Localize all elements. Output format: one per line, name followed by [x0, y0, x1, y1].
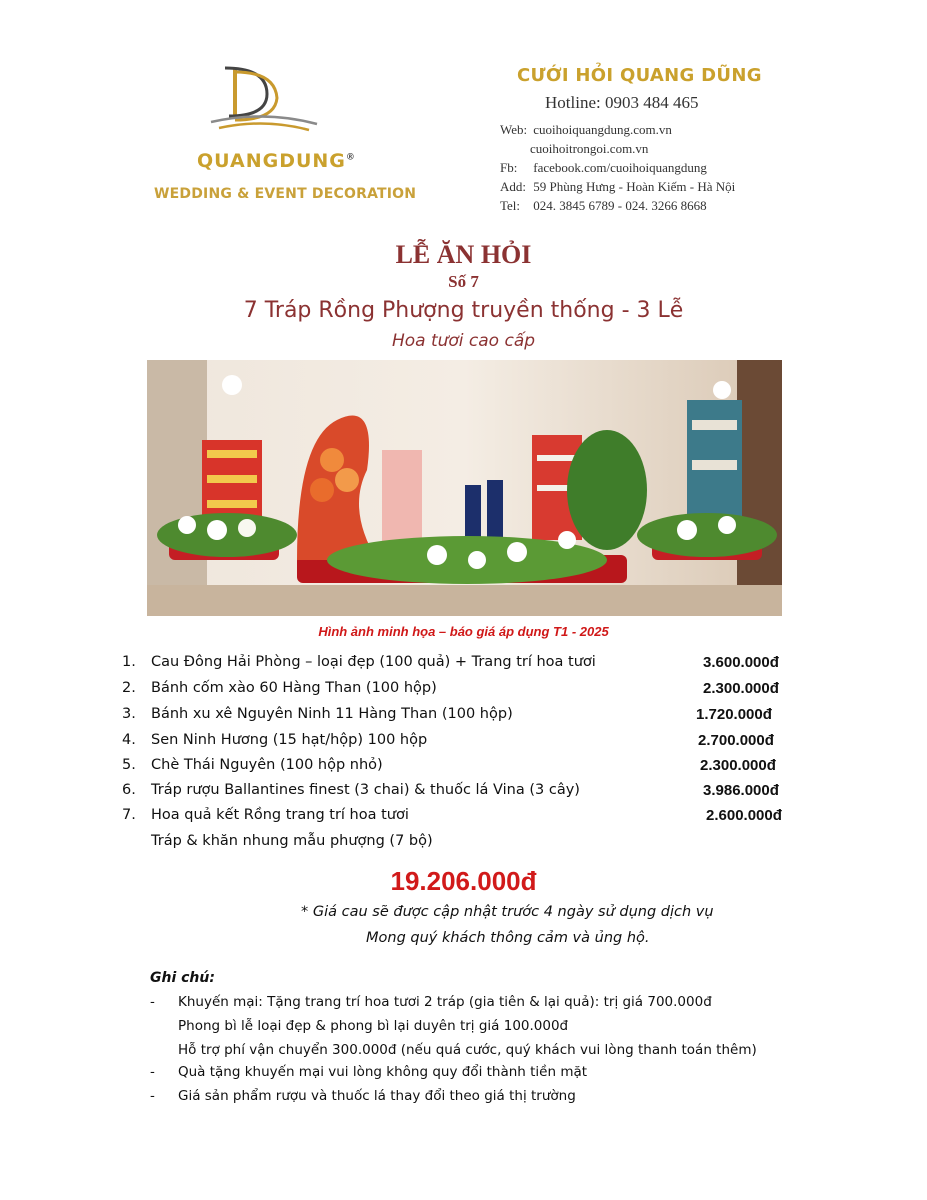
hotline: Hotline: 0903 484 465 — [545, 93, 699, 112]
item-number: 6. — [122, 782, 136, 798]
list-item — [0, 732, 927, 756]
address: 59 Phùng Hưng - Hoàn Kiếm - Hà Nội — [533, 179, 736, 194]
total-price: 19.206.000đ — [390, 866, 537, 896]
bullet-dash: - — [150, 1088, 155, 1104]
item-text: Bánh xu xê Nguyên Ninh 11 Hàng Than (100 hộp) — [151, 706, 513, 722]
engagement-trays-illustration-icon — [147, 360, 782, 616]
item-price: 2.300.000đ — [703, 680, 779, 697]
note-promotion: Khuyến mại: Tặng trang trí hoa tươi 2 tráp (gia tiên & lại quả): trị giá 700.000đ — [178, 994, 712, 1010]
item-price: 3.986.000đ — [703, 782, 779, 799]
list-item — [0, 706, 927, 730]
item-text: Tráp rượu Ballantines finest (3 chai) & thuốc lá Vina (3 cây) — [151, 782, 580, 798]
note-gift: Quà tặng khuyến mại vui lòng không quy đổi thành tiền mặt — [178, 1064, 588, 1080]
item-price: 2.700.000đ — [698, 732, 774, 749]
logo-tagline: WEDDING & EVENT DECORATION — [154, 186, 417, 202]
package-number: Số 7 — [448, 272, 479, 291]
note-envelope: Phong bì lễ loại đẹp & phong bì lại duyên trị giá 100.000đ — [178, 1018, 569, 1034]
fb-label: Fb: — [500, 160, 518, 175]
web-link-1[interactable]: cuoihoiquangdung.com.vn — [533, 122, 672, 137]
item-price: 3.600.000đ — [703, 654, 779, 671]
item-text: Bánh cốm xào 60 Hàng Than (100 hộp) — [151, 680, 437, 696]
fb-line — [500, 160, 707, 176]
list-item — [0, 782, 927, 806]
web-link-2[interactable]: cuoihoitrongoi.com.vn — [530, 141, 649, 156]
company-name: CƯỚI HỎI QUANG DŨNG — [517, 65, 762, 86]
package-name: 7 Tráp Rồng Phượng truyền thống - 3 Lễ — [243, 298, 684, 323]
list-item — [0, 807, 927, 831]
address-label: Add: — [500, 179, 526, 194]
telephone: 024. 3845 6789 - 024. 3266 8668 — [533, 198, 707, 213]
bullet-dash: - — [150, 1064, 155, 1080]
list-item — [0, 680, 927, 704]
item-text: Chè Thái Nguyên (100 hộp nhỏ) — [151, 757, 383, 773]
logo-emblem-icon — [205, 62, 325, 142]
item-text: Hoa quả kết Rồng trang trí hoa tươi — [151, 807, 409, 823]
bullet-dash: - — [150, 994, 155, 1010]
web-line — [500, 122, 672, 138]
item-number: 7. — [122, 807, 136, 823]
note-shipping: Hỗ trợ phí vận chuyển 300.000đ (nếu quá cước, quý khách vui lòng thanh toán thêm) — [178, 1042, 757, 1058]
thanks-note: Mong quý khách thông cảm và ủng hộ. — [366, 930, 650, 946]
photo-caption: Hình ảnh minh họa – báo giá áp dụng T1 - 2025 — [318, 624, 609, 639]
item-text: Cau Đông Hải Phòng – loại đẹp (100 quả) + Trang trí hoa tươi — [151, 654, 596, 670]
item-number: 2. — [122, 680, 136, 696]
package-photo — [147, 360, 782, 616]
tel-line — [500, 198, 707, 214]
address-line — [500, 179, 735, 195]
package-subtitle: Hoa tươi cao cấp — [391, 331, 536, 351]
item-number: 3. — [122, 706, 136, 722]
item-price: 2.300.000đ — [700, 757, 776, 774]
note-market-price: Giá sản phẩm rượu và thuốc lá thay đổi theo giá thị trường — [178, 1088, 576, 1104]
list-item — [0, 757, 927, 781]
fb-link[interactable]: facebook.com/cuoihoiquangdung — [533, 160, 707, 175]
logo-wordmark: QUANGDUNG® — [197, 150, 356, 172]
page-title: LỄ ĂN HỎI — [395, 240, 532, 269]
item-number: 4. — [122, 732, 136, 748]
item-number: 5. — [122, 757, 136, 773]
item-text: Tráp & khăn nhung mẫu phượng (7 bộ) — [151, 833, 433, 849]
price-note: * Giá cau sẽ được cập nhật trước 4 ngày sử dụng dịch vụ — [301, 904, 714, 920]
item-number: 1. — [122, 654, 136, 670]
web-label: Web: — [500, 122, 528, 137]
company-logo — [150, 62, 417, 222]
list-item — [0, 654, 927, 678]
tel-label: Tel: — [500, 198, 521, 213]
item-price: 1.720.000đ — [696, 706, 772, 723]
item-text: Sen Ninh Hương (15 hạt/hộp) 100 hộp — [151, 732, 428, 748]
notes-title: Ghi chú: — [150, 970, 215, 986]
list-item-continuation — [0, 833, 927, 857]
item-price: 2.600.000đ — [706, 807, 782, 824]
